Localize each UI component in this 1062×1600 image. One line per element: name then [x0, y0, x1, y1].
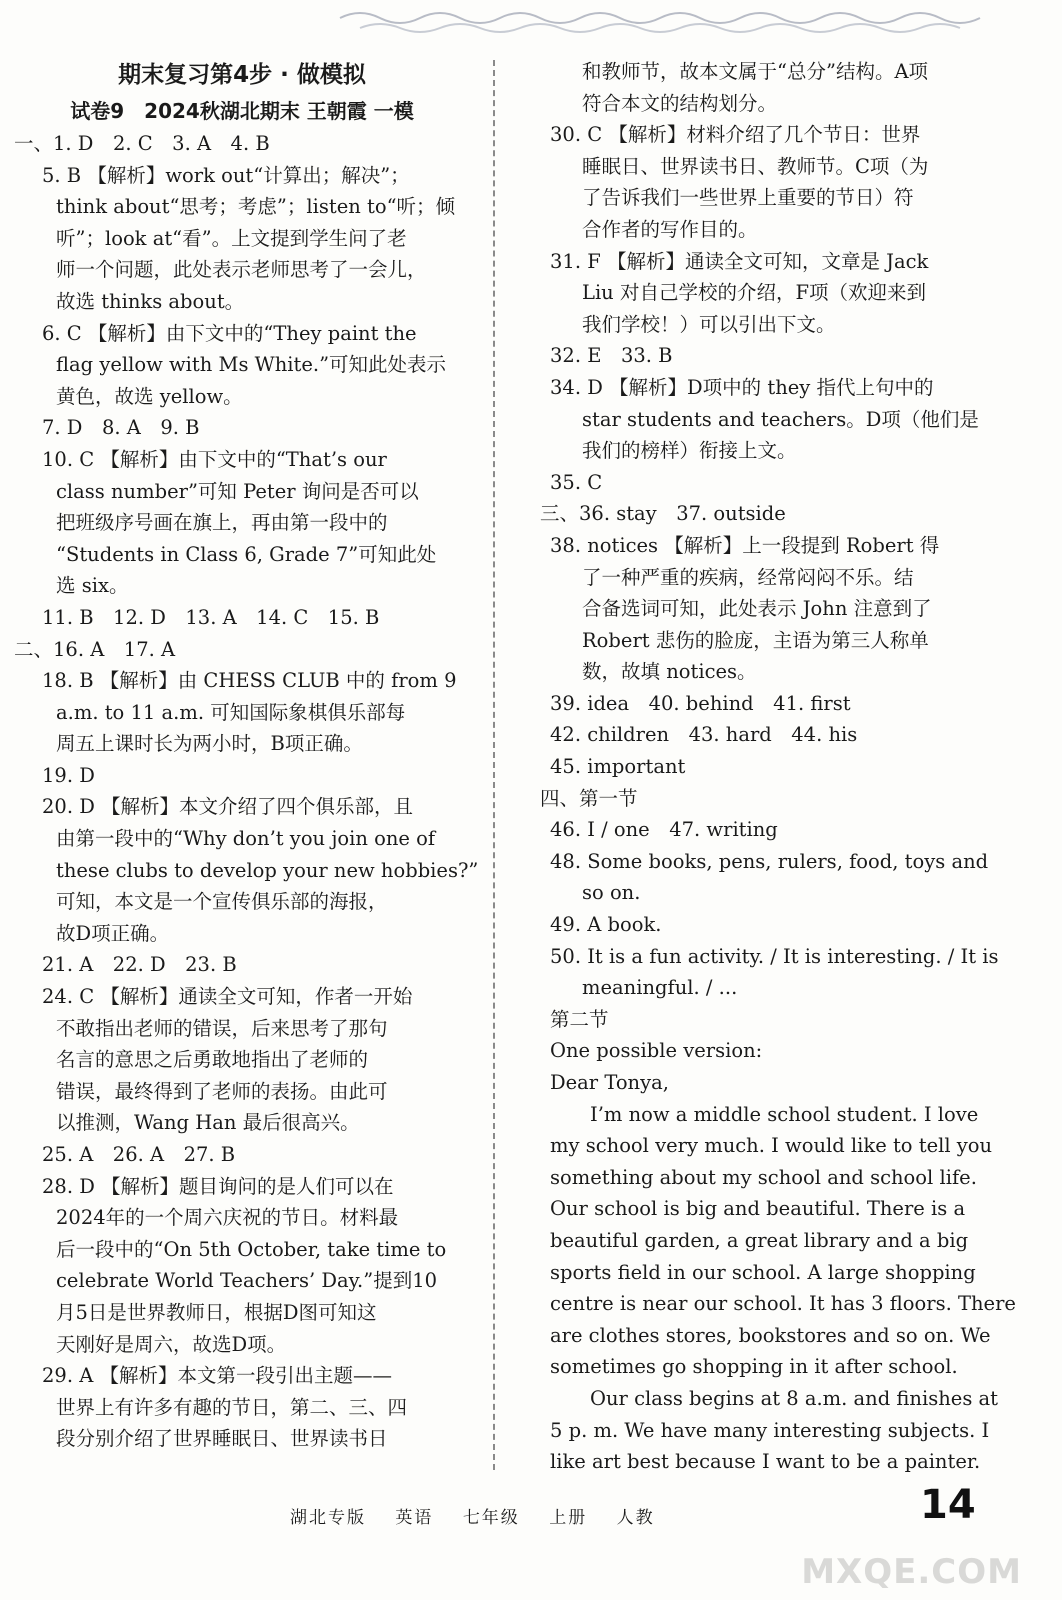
- answer-line: 20. D 【解析】本文介绍了四个俱乐部，且: [42, 795, 414, 819]
- footer-info: [290, 1503, 810, 1528]
- answer-line: 6. C 【解析】由下文中的“They paint the: [42, 321, 417, 345]
- footer-grade: 七年级: [462, 1508, 520, 1528]
- answer-line: 7. D 8. A 9. B: [42, 416, 200, 440]
- answer-line: 不敢指出老师的错误，后来思考了那句: [56, 1016, 388, 1040]
- footer-volume: 上册: [549, 1508, 588, 1528]
- answer-line: 合作者的写作目的。: [582, 217, 758, 241]
- answer-line: 月5日是世界教师日，根据D图可知这: [56, 1300, 377, 1324]
- answer-line: like art best because I want to be a painter.: [550, 1450, 981, 1474]
- footer-edition: 湖北专版: [290, 1508, 366, 1528]
- answer-line: star students and teachers。D项（他们是: [582, 407, 979, 431]
- answer-line: flag yellow with Ms White.”可知此处表示: [56, 353, 447, 377]
- footer-publisher: 人教: [616, 1508, 655, 1528]
- answer-line: so on.: [582, 881, 641, 905]
- answer-line: 30. C 【解析】材料介绍了几个节日：世界: [550, 123, 921, 147]
- answer-line: 第二节: [550, 1007, 609, 1031]
- answer-line: 数，故填 notices。: [582, 660, 757, 684]
- top-decoration: [0, 0, 1062, 40]
- left-column: [14, 56, 479, 1455]
- answer-line: are clothes stores, bookstores and so on. We: [550, 1323, 991, 1347]
- answer-line: 49. A book.: [550, 913, 662, 937]
- answer-line: 睡眠日、世界读书日、教师节。C项（为: [582, 154, 929, 178]
- answer-line: 31. F 【解析】通读全文可知，文章是 Jack: [550, 249, 929, 273]
- answer-line: 11. B 12. D 13. A 14. C 15. B: [42, 605, 380, 629]
- answer-line: One possible version:: [550, 1039, 763, 1063]
- answer-line: 19. D: [42, 763, 95, 787]
- answer-line: sports field in our school. A large shopping: [550, 1260, 976, 1284]
- answer-line: 46. I / one 47. writing: [550, 818, 778, 842]
- answer-line: “Students in Class 6, Grade 7”可知此处: [56, 542, 437, 566]
- answer-line: 故D项正确。: [56, 921, 170, 945]
- answer-line: 一、1. D 2. C 3. A 4. B: [14, 132, 270, 155]
- answer-line: Our school is big and beautiful. There is a: [550, 1197, 966, 1221]
- answer-line: these clubs to develop your new hobbies?”: [56, 858, 479, 882]
- answer-line: something about my school and school life.: [550, 1165, 977, 1189]
- answer-line: 28. D 【解析】题目询问的是人们可以在: [42, 1174, 394, 1198]
- answer-line: 我们学校！）可以引出下文。: [582, 312, 836, 336]
- answer-line: 48. Some books, pens, rulers, food, toys and: [550, 849, 989, 873]
- test-subtitle: 试卷9 2024秋湖北期末 王朝霞 一模: [70, 99, 414, 123]
- answer-line: I’m now a middle school student. I love: [590, 1102, 979, 1126]
- answer-line: 四、第一节: [540, 786, 638, 810]
- left-answer-list: [14, 128, 479, 1455]
- answer-line: 以推测，Wang Han 最后很高兴。: [56, 1111, 360, 1135]
- answer-line: 段分别介绍了世界睡眠日、世界读书日: [56, 1427, 388, 1451]
- answer-line: 错误，最终得到了老师的表扬。由此可: [56, 1079, 388, 1103]
- right-column: [540, 56, 1016, 1478]
- answer-line: 32. E 33. B: [550, 344, 673, 368]
- answer-line: 师一个问题，此处表示老师思考了一会儿，: [56, 258, 427, 282]
- answer-line: 50. It is a fun activity. / It is interesting. / It is: [550, 944, 999, 968]
- right-answer-list: [540, 56, 1016, 1478]
- answer-line: 10. C 【解析】由下文中的“That’s our: [42, 447, 387, 471]
- answer-line: 45. important: [550, 755, 686, 779]
- watermark: MXQE.COM: [801, 1552, 1022, 1592]
- answer-line: 25. A 26. A 27. B: [42, 1143, 236, 1166]
- answer-line: Our class begins at 8 a.m. and finishes at: [590, 1386, 998, 1410]
- answer-line: 5. B 【解析】work out“计算出；解决”；: [42, 163, 410, 187]
- answer-line: 了告诉我们一些世界上重要的节日）符: [582, 186, 914, 210]
- page-title: 期末复习第4步 · 做模拟: [118, 62, 366, 88]
- answer-line: 38. notices 【解析】上一段提到 Robert 得: [550, 533, 940, 557]
- answer-line: 天刚好是周六，故选D项。: [56, 1332, 287, 1356]
- answer-line: 黄色，故选 yellow。: [56, 384, 243, 408]
- answer-line: Liu 对自己学校的介绍，F项（欢迎来到: [582, 281, 926, 305]
- answer-line: 5 p. m. We have many interesting subjects. I: [550, 1418, 990, 1442]
- answer-line: 29. A 【解析】本文第一段引出主题——: [42, 1364, 392, 1388]
- answer-line: think about“思考；考虑”；listen to“听；倾: [56, 195, 456, 219]
- answer-line: 可知，本文是一个宣传俱乐部的海报，: [56, 890, 388, 914]
- answer-line: 2024年的一个周六庆祝的节日。材料最: [56, 1206, 399, 1230]
- answer-line: 符合本文的结构划分。: [582, 91, 778, 115]
- answer-line: 周五上课时长为两小时，B项正确。: [56, 732, 363, 756]
- answer-line: 35. C: [550, 470, 603, 494]
- answer-line: 二、16. A 17. A: [14, 637, 176, 661]
- answer-line: class number”可知 Peter 询问是否可以: [56, 479, 419, 503]
- answer-line: celebrate World Teachers’ Day.”提到10: [56, 1269, 438, 1293]
- answer-line: 合备选词可知，此处表示 John 注意到了: [582, 597, 932, 621]
- page-number: 14: [920, 1482, 976, 1528]
- answer-line: 听”；look at“看”。上文提到学生问了老: [56, 226, 407, 250]
- answer-line: centre is near our school. It has 3 floors. There: [550, 1292, 1016, 1316]
- answer-line: 了一种严重的疾病，经常闷闷不乐。结: [582, 565, 914, 589]
- answer-line: Dear Tonya,: [550, 1071, 669, 1094]
- answer-line: 我们的榜样）衔接上文。: [582, 439, 797, 463]
- footer-subject: 英语: [395, 1508, 434, 1528]
- answer-line: 故选 thinks about。: [56, 289, 245, 313]
- answer-line: my school very much. I would like to tell you: [550, 1134, 993, 1158]
- answer-line: 三、36. stay 37. outside: [540, 502, 786, 526]
- column-divider: [493, 60, 495, 1470]
- answer-line: 选 six。: [56, 574, 129, 598]
- answer-line: 把班级序号画在旗上，再由第一段中的: [56, 511, 388, 535]
- answer-line: Robert 悲伤的脸庞，主语为第三人称单: [582, 628, 929, 652]
- answer-line: 后一段中的“On 5th October, take time to: [56, 1237, 447, 1261]
- answer-line: 21. A 22. D 23. B: [42, 953, 237, 977]
- answer-line: a.m. to 11 a.m. 可知国际象棋俱乐部每: [56, 700, 406, 724]
- answer-line: 世界上有许多有趣的节日，第二、三、四: [56, 1395, 408, 1419]
- answer-line: 和教师节，故本文属于“总分”结构。A项: [582, 60, 929, 83]
- answer-line: 由第一段中的“Why don’t you join one of: [56, 827, 436, 851]
- answer-line: 42. children 43. hard 44. his: [550, 723, 858, 747]
- answer-line: 34. D 【解析】D项中的 they 指代上句中的: [550, 375, 934, 399]
- answer-line: meaningful. / ...: [582, 976, 738, 1000]
- answer-line: 18. B 【解析】由 CHESS CLUB 中的 from 9: [42, 669, 457, 693]
- answer-line: 39. idea 40. behind 41. first: [550, 691, 851, 715]
- answer-line: beautiful garden, a great library and a big: [550, 1228, 969, 1252]
- answer-line: 名言的意思之后勇敢地指出了老师的: [56, 1048, 369, 1072]
- answer-line: sometimes go shopping in it after school.: [550, 1355, 958, 1379]
- answer-line: 24. C 【解析】通读全文可知，作者一开始: [42, 985, 413, 1009]
